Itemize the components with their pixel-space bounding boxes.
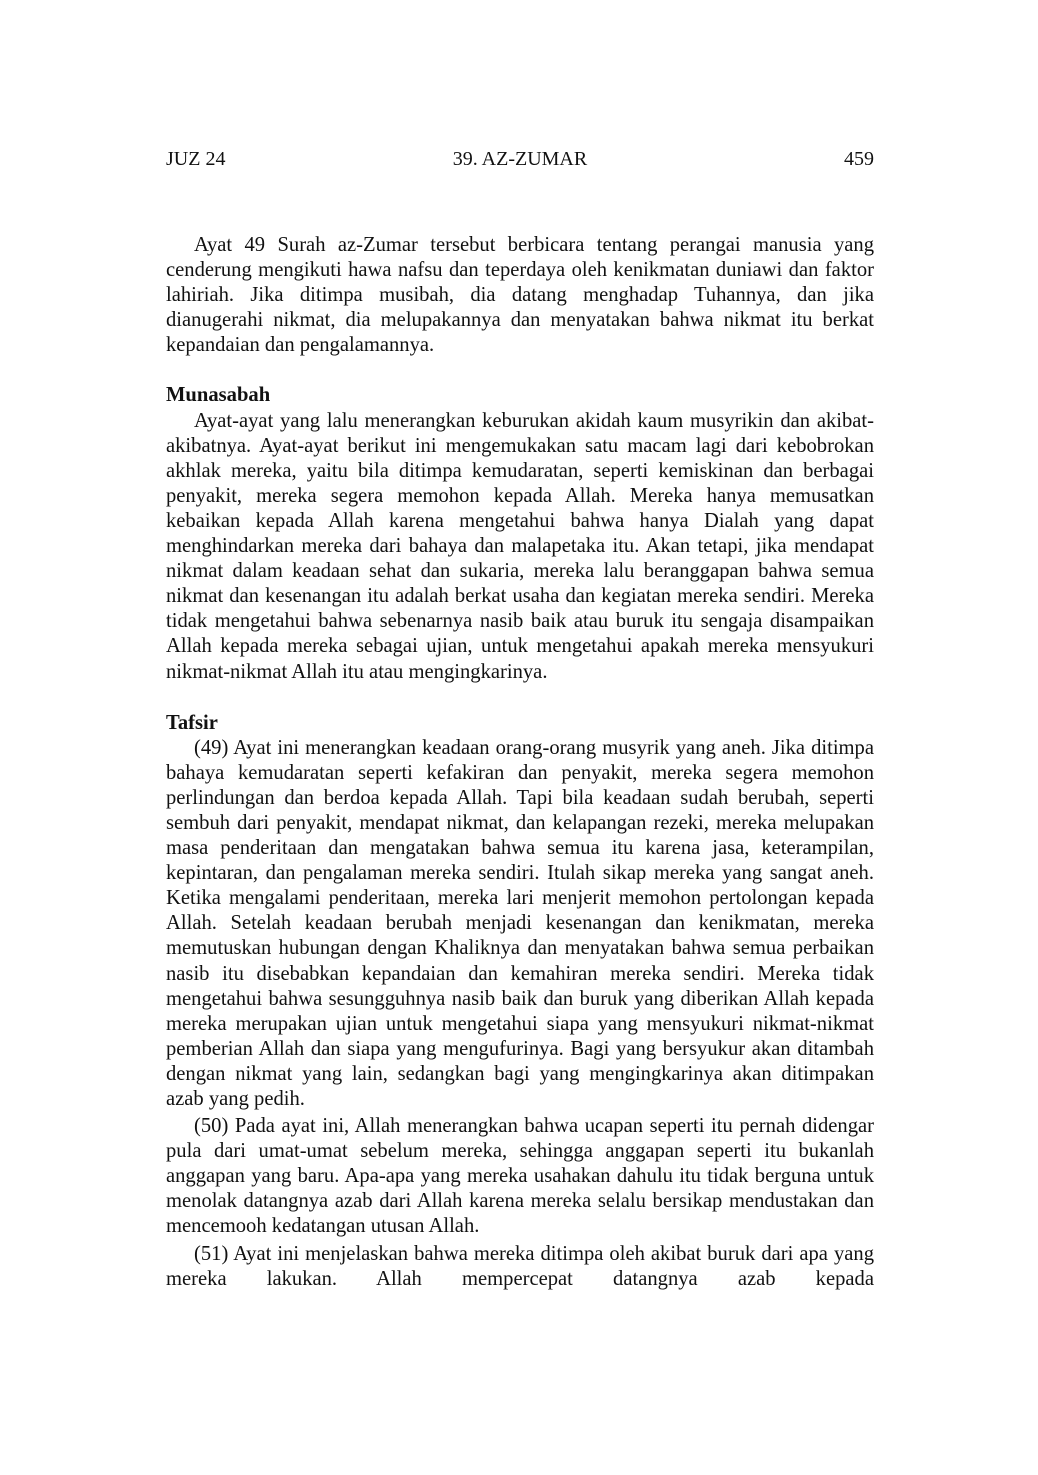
tafsir-heading: Tafsir [166, 711, 218, 734]
intro-paragraph: Ayat 49 Surah az-Zumar tersebut berbicara tentang perangai manusia yang cenderung mengikuti hawa nafsu dan teperdaya oleh kenikmatan duniawi dan faktor lahiriah. Jika ditimpa musibah, dia datang menghadap Tuhannya, dan jika dianugerahi nikmat, dia melupakannya dan menyatakan bahwa nikmat itu berkat kepandaian dan pengalamannya. [166, 234, 874, 357]
tafsir-paragraph-49: (49) Ayat ini menerangkan keadaan orang-orang musyrik yang aneh. Jika ditimpa bahaya kemudaratan seperti kefakiran dan penyakit, mereka segera memohon perlindungan dan berdoa kepada Allah. Tapi bila keadaan sudah berubah, seperti sembuh dari penyakit, mendapat nikmat, dan kelapangan rezeki, mereka melupakan masa penderitaan dan mengatakan bahwa semua itu karena jasa, keterampilan, kepintaran, dan pengalaman mereka sendiri. Itulah sikap mereka yang sangat aneh. Ketika mengalami penderitaan, mereka lari menjerit memohon pertolongan kepada Allah. Setelah keadaan berubah menjadi kesenangan dan kenikmatan, mereka memutuskan hubungan dengan Khaliknya dan menyatakan bahwa semua perbaikan nasib itu disebabkan kepandaian dan kemahiran mereka sendiri. Mereka tidak mengetahui bahwa sesungguhnya nasib baik dan buruk yang diberikan Allah kepada mereka merupakan ujian untuk mengetahui siapa yang mensyukuri nikmat-nikmat pemberian Allah dan siapa yang mengufurinya. Bagi yang bersyukur akan ditambah dengan nikmat yang lain, sedangkan bagi yang mengingkarinya akan ditimpakan azab yang pedih. [166, 736, 874, 1110]
page-number: 459 [844, 148, 874, 170]
page-header [166, 146, 874, 172]
munasabah-heading: Munasabah [166, 384, 271, 407]
tafsir-paragraph-51: (51) Ayat ini menjelaskan bahwa mereka ditimpa oleh akibat buruk dari apa yang mereka lakukan. Allah mempercepat datangnya azab kepada [166, 1242, 874, 1290]
surah-title: 39. AZ-ZUMAR [452, 148, 588, 170]
section-gap [166, 685, 874, 711]
section-gap [166, 358, 874, 383]
page-body [166, 233, 874, 1292]
juz-label: JUZ 24 [166, 148, 226, 170]
munasabah-paragraph: Ayat-ayat yang lalu menerangkan keburukan akidah kaum musyrikin dan akibat-akibatnya. Ayat-ayat berikut ini mengemukakan satu macam lagi dari kebobrokan akhlak mereka, yaitu bila ditimpa kemudaratan, seperti kemiskinan dan berbagai penyakit, mereka segera memohon kepada Allah. Mereka hanya memusatkan kebaikan kepada Allah karena mengetahui bahwa hanya Dialah yang dapat menghindarkan mereka dari bahaya dan malapetaka itu. Akan tetapi, jika mendapat nikmat dalam keadaan sehat dan sukaria, mereka lalu beranggapan bahwa semua nikmat dan kesenangan itu adalah berkat usaha dan kegiatan mereka sendiri. Mereka tidak mengetahui bahwa sebenarnya nasib baik atau buruk itu sengaja disampaikan Allah kepada mereka sebagai ujian, untuk mengetahui apakah mereka mensyukuri nikmat-nikmat Allah itu atau mengingkarinya. [166, 409, 874, 683]
tafsir-paragraph-50: (50) Pada ayat ini, Allah menerangkan bahwa ucapan seperti itu pernah didengar pula dari umat-umat sebelum mereka, sehingga anggapan seperti itu bukanlah anggapan yang baru. Apa-apa yang mereka usahakan dahulu itu tidak berguna untuk menolak datangnya azab dari Allah karena mereka selalu bersikap mendustakan dan mencemooh kedatangan utusan Allah. [166, 1115, 874, 1238]
